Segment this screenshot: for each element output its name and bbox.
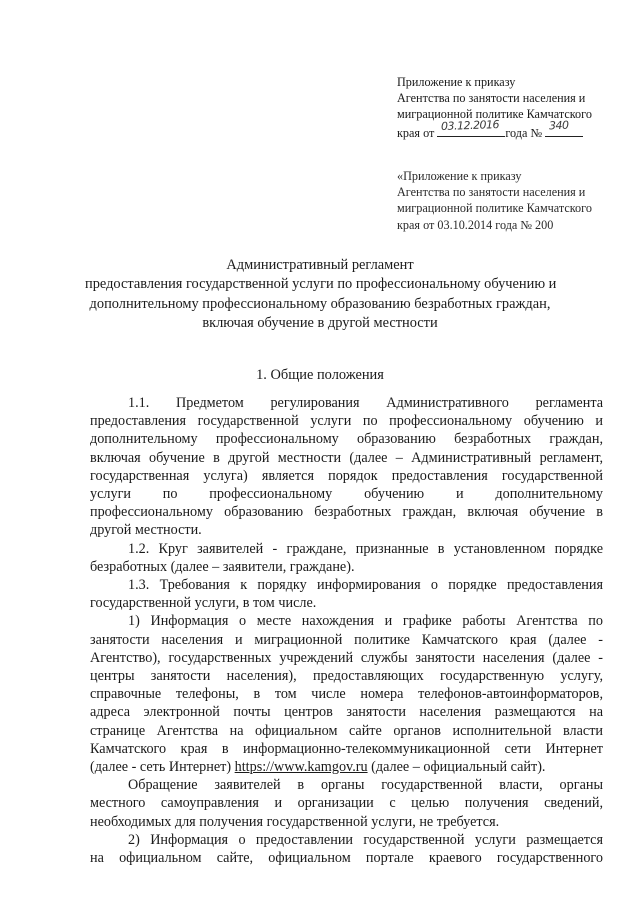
paragraph-line: центры занятости населения), предоставляющих государственную услугу,: [90, 668, 603, 685]
paragraph-line: местного самоуправления и организации с целью получения сведений,: [90, 795, 603, 812]
appendix-number-label: года №: [505, 125, 543, 140]
appendix-date-line: [397, 118, 612, 141]
paragraph-line: занятости населения и миграционной политике Камчатского края (далее -: [90, 631, 603, 648]
paragraph-line: государственной услуги, в том числе.: [90, 595, 317, 612]
paragraph-line: профессиональному образованию безработных граждан, включая обучение в: [90, 504, 603, 521]
paragraph-line: услуги по профессиональному обучению и дополнительному: [90, 486, 603, 503]
paragraph-line: адреса электронной почты центров занятости населения размещаются на: [90, 704, 603, 721]
paragraph-line: необходимых для получения государственной услуги, не требуется.: [90, 813, 500, 830]
appendix-line: «Приложение к приказу: [397, 169, 522, 183]
appendix-line: края от 03.10.2014 года № 200: [397, 217, 554, 232]
paragraph-line-with-link: [90, 758, 603, 776]
paragraph-line: 1) Информация о месте нахождения и графике работы Агентства по: [128, 613, 603, 630]
paragraph-line: 1.2. Круг заявителей - граждане, признанные в установленном порядке: [128, 540, 603, 557]
paragraph-line: предоставления государственной услуги по профессиональному обучению и: [90, 413, 603, 430]
paragraph-line: 1.1. Предметом регулирования Административного регламента: [128, 395, 603, 411]
appendix-line: Агентства по занятости населения и: [397, 91, 586, 106]
paragraph-line: 1.3. Требования к порядку информирования о порядке предоставления: [128, 577, 603, 594]
title-line: включая обучение в другой местности: [202, 314, 438, 331]
appendix-line: миграционной политике Камчатского: [397, 201, 592, 216]
paragraph-line: дополнительному профессиональному образованию безработных граждан,: [90, 431, 603, 448]
paragraph-line: Агентство), государственных учреждений службы занятости населения (далее -: [90, 649, 603, 666]
handwritten-date-field: [437, 118, 505, 137]
link-suffix: (далее – официальный сайт).: [371, 759, 546, 776]
paragraph-line: справочные телефоны, в том числе номера телефонов-автоинформаторов,: [90, 686, 603, 703]
paragraph-line: государственная услуга) является порядок предоставления государственной: [90, 467, 603, 484]
paragraph-line: Обращение заявителей в органы государственной власти, органы: [128, 777, 603, 794]
handwritten-date: 03.12.2016: [441, 118, 500, 134]
paragraph-line: другой местности.: [90, 522, 202, 539]
appendix-line: Приложение к приказу: [397, 75, 516, 89]
paragraph-line: включая обучение в другой местности (далее – Административный регламент,: [90, 449, 603, 466]
appendix-line: миграционной политике Камчатского: [397, 107, 592, 122]
appendix-date-prefix: края от: [397, 125, 435, 140]
title-line: Административный регламент: [226, 257, 414, 273]
handwritten-number-field: [545, 119, 583, 137]
paragraph-line: безработных (далее – заявители, граждане).: [90, 558, 355, 575]
appendix-current-order: [397, 74, 612, 141]
section-heading: 1. Общие положения: [256, 367, 384, 383]
official-site-link[interactable]: https://www.kamgov.ru: [234, 759, 368, 776]
paragraph-line: на официальном сайте, официальном портале краевого государственного: [90, 850, 603, 867]
handwritten-number: 340: [548, 119, 569, 133]
paragraph-line: странице Агентства на официальном сайте органов исполнительной власти: [90, 722, 603, 739]
appendix-previous-order: [397, 168, 612, 233]
document-title: [85, 256, 555, 333]
paragraph-line: 2) Информация о предоставлении государственной услуги размещается: [128, 831, 603, 848]
link-prefix: (далее - сеть Интернет): [90, 759, 232, 776]
title-line: предоставления государственной услуги по профессиональному обучению и: [85, 276, 557, 293]
body-text: [90, 394, 603, 867]
paragraph-line: Камчатского края в информационно-телекоммуникационной сети Интернет: [90, 740, 603, 757]
appendix-line: Агентства по занятости населения и: [397, 185, 586, 200]
title-line: дополнительному профессиональному образованию безработных граждан,: [89, 295, 551, 312]
